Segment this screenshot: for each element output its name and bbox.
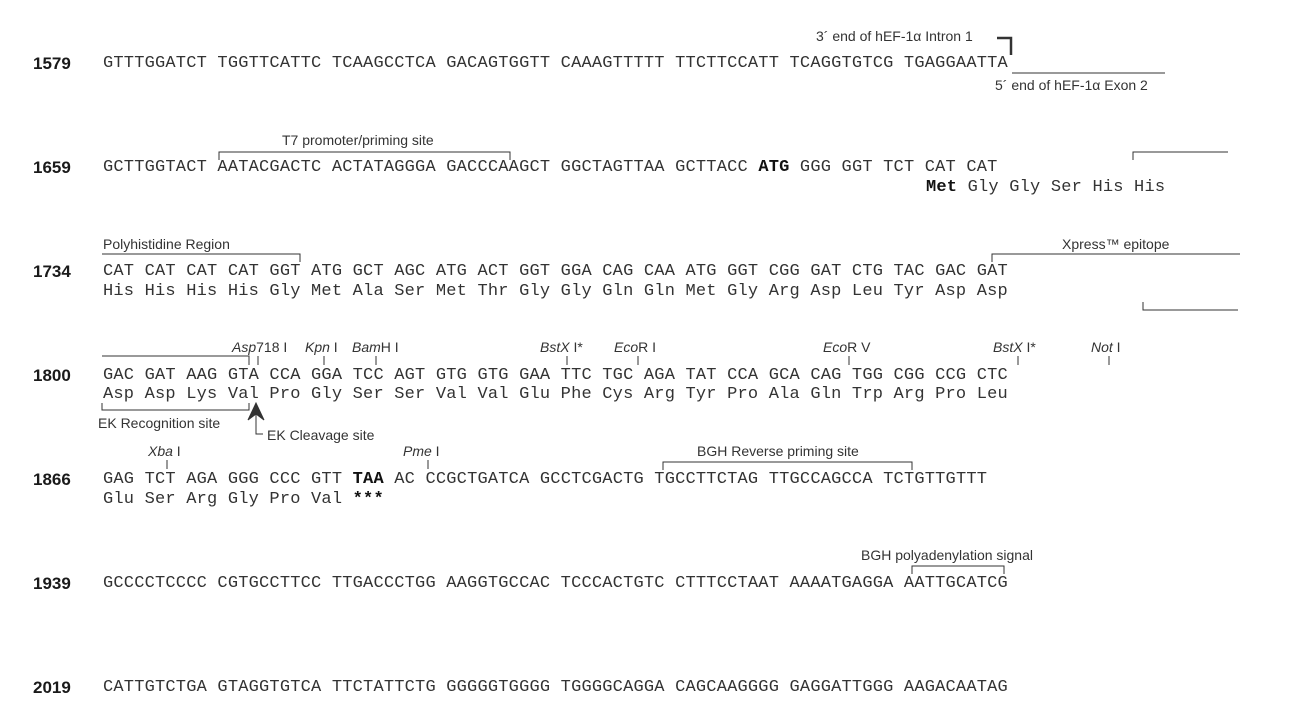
bgh-reverse-bracket [663, 462, 912, 470]
exon-end-label: 5´ end of hEF-1α Exon 2 [995, 77, 1148, 93]
asp718-rest: 718 I [256, 339, 288, 355]
dna-sequence: GAC GAT AAG GTA CCA GGA TCC AGT GTG GTG GAA TTC TGC AGA TAT CCA GCA CAG TGG CGG CCG CTC [103, 366, 1008, 385]
kpni-label [305, 339, 338, 355]
pmei-label [403, 443, 440, 459]
bgh-polya-bracket [912, 566, 1004, 574]
start-codon: ATG [758, 158, 790, 177]
ek-recognition-label: EK Recognition site [98, 415, 221, 431]
dna-sequence: CATTGTCTGA GTAGGTGTCA TTCTATTCTG GGGGGTGGGG TGGGGCAGGA CAGCAAGGGG GAGGATTGGG AAGACAATAG [103, 678, 1008, 697]
pmei-italic: Pme [403, 443, 432, 459]
ek-overline [1143, 302, 1238, 310]
ecorv-label [823, 339, 870, 355]
ek-cleavage-label: EK Cleavage site [267, 427, 375, 443]
intron-end-label: 3´ end of hEF-1α Intron 1 [816, 28, 973, 44]
position-number: 1659 [33, 158, 71, 177]
ecorv-italic: Eco [823, 339, 848, 355]
amino-acid-sequence: Asp Asp Lys Val Pro Gly Ser Ser Val Val Glu Phe Cys Arg Tyr Pro Ala Gln Trp Arg Pro Leu [103, 385, 1008, 404]
dna-sequence: GCCCCTCCCC CGTGCCTTCC TTGACCCTGG AAGGTGCCAC TCCCACTGTC CTTTCCTAAT AAAATGAGGA AATTGCATCG [103, 574, 1008, 593]
bamhi-italic: Bam [352, 339, 381, 355]
pmei-rest: I [431, 443, 440, 459]
xbai-italic: Xba [148, 443, 173, 459]
start-amino-acid: Met [926, 178, 958, 197]
xbai-rest: I [172, 443, 181, 459]
bstxi1-rest: I* [569, 339, 583, 355]
bstxi1-label [540, 339, 583, 355]
bstxi2-label [993, 339, 1036, 355]
position-number: 1579 [33, 54, 71, 73]
position-number: 1866 [33, 470, 71, 489]
asp718-italic: Asp [232, 339, 257, 355]
ek-recognition-underline [102, 403, 249, 410]
amino-acids-rest: Gly Gly Ser His His [957, 178, 1166, 197]
noti-italic: Not [1091, 339, 1113, 355]
kpni-rest: I [329, 339, 338, 355]
position-number: 1734 [33, 262, 71, 281]
bamhi-label [352, 339, 399, 355]
asp718-label [232, 339, 287, 355]
bstxi2-rest: I* [1022, 339, 1036, 355]
t7-promoter-label: T7 promoter/priming site [282, 132, 434, 148]
bstxi2-italic: BstX [993, 339, 1023, 355]
amino-acid-sequence [103, 490, 384, 509]
dna-sequence [103, 470, 987, 489]
noti-label [1091, 339, 1121, 355]
polyhistidine-label: Polyhistidine Region [103, 236, 230, 252]
amino-acids-pre: Glu Ser Arg Gly Pro Val [103, 490, 353, 509]
kpni-italic: Kpn [305, 339, 330, 355]
ek-upper-line [102, 356, 249, 365]
ecori-label [614, 339, 656, 355]
sequence-pre: GCTTGGTACT AATACGACTC ACTATAGGGA GACCCAAGCT GGCTAGTTAA GCTTACC [103, 158, 759, 177]
dna-sequence: CAT CAT CAT CAT GGT ATG GCT AGC ATG ACT GGT GGA CAG CAA ATG GGT CGG GAT CTG TAC GAC GAT [103, 262, 1008, 281]
position-number: 1939 [33, 574, 71, 593]
xpress-label: Xpress™ epitope [1062, 236, 1170, 252]
sequence-post: GGG GGT TCT CAT CAT [789, 158, 998, 177]
dna-sequence [103, 158, 998, 177]
bamhi-rest: H I [380, 339, 399, 355]
xbai-label [148, 443, 181, 459]
stop-marker: *** [352, 490, 384, 509]
amino-acid-sequence: His His His His Gly Met Ala Ser Met Thr Gly Gly Gln Gln Met Gly Arg Asp Leu Tyr Asp Asp [103, 282, 1008, 301]
bgh-polya-label: BGH polyadenylation signal [861, 547, 1033, 563]
position-number: 2019 [33, 678, 71, 697]
intron-junction-marker [997, 38, 1011, 55]
ecori-italic: Eco [614, 339, 639, 355]
bgh-reverse-label: BGH Reverse priming site [697, 443, 859, 459]
sequence-post: AC CCGCTGATCA GCCTCGACTG TGCCTTCTAG TTGCCAGCCA TCTGTTGTTT [383, 470, 988, 489]
bstxi1-italic: BstX [540, 339, 570, 355]
position-number: 1800 [33, 366, 71, 385]
ecorv-rest: R V [847, 339, 871, 355]
stop-codon: TAA [352, 470, 384, 489]
polyhistidine-bracket [102, 254, 300, 262]
ecori-rest: R I [638, 339, 657, 355]
sequence-pre: GAG TCT AGA GGG CCC GTT [103, 470, 353, 489]
his-tag-overline [1133, 152, 1228, 160]
dna-sequence: GTTTGGATCT TGGTTCATTC TCAAGCCTCA GACAGTGGTT CAAAGTTTTT TTCTTCCATT TCAGGTGTCG TGAGGAATTA [103, 54, 1008, 73]
amino-acid-sequence [926, 178, 1165, 197]
noti-rest: I [1112, 339, 1121, 355]
xpress-bracket [992, 254, 1240, 262]
